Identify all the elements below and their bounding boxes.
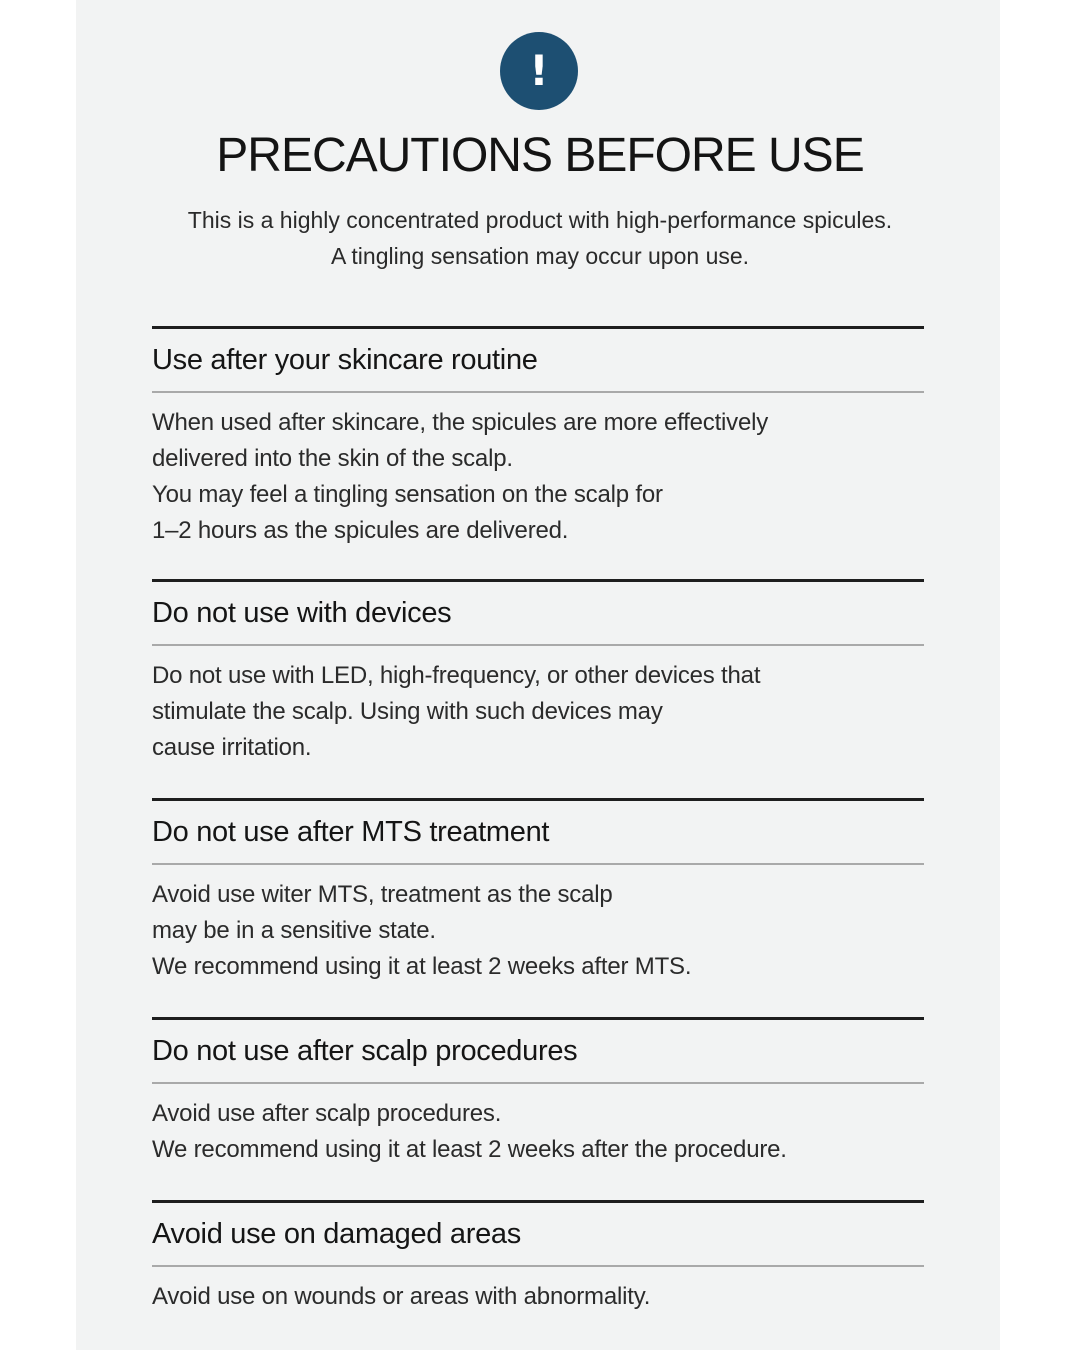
section-line: You may feel a tingling sensation on the scalp for xyxy=(152,481,663,508)
section-body xyxy=(152,1084,924,1200)
section-heading: Use after your skincare routine xyxy=(152,329,924,393)
section-heading: Do not use after scalp procedures xyxy=(152,1020,924,1084)
page-title: PRECAUTIONS BEFORE USE xyxy=(216,129,864,182)
section-scalp-procedures xyxy=(152,1017,924,1200)
section-line: Avoid use after scalp procedures. xyxy=(152,1100,502,1127)
section-line: stimulate the scalp. Using with such devices may xyxy=(152,698,663,725)
intro-line: This is a highly concentrated product with high-performance spicules. xyxy=(187,207,893,233)
section-line: cause irritation. xyxy=(152,734,312,761)
section-heading: Do not use after MTS treatment xyxy=(152,801,924,865)
section-body xyxy=(152,865,924,1017)
section-damaged-areas xyxy=(152,1200,924,1339)
section-line: delivered into the skin of the scalp. xyxy=(152,445,513,472)
intro-line: A tingling sensation may occur upon use. xyxy=(330,243,750,269)
section-line: 1–2 hours as the spicules are delivered. xyxy=(152,517,569,544)
section-heading: Avoid use on damaged areas xyxy=(152,1203,924,1267)
section-line: We recommend using it at least 2 weeks after the procedure. xyxy=(152,1136,787,1163)
section-line: Do not use with LED, high-frequency, or other devices that xyxy=(152,662,761,689)
section-body xyxy=(152,646,924,798)
precautions-list xyxy=(152,326,924,1339)
section-line: Avoid use on wounds or areas with abnormality. xyxy=(152,1283,651,1310)
section-body xyxy=(152,393,924,579)
intro-text xyxy=(0,202,1080,274)
section-heading: Do not use with devices xyxy=(152,582,924,646)
section-mts-treatment xyxy=(152,798,924,1017)
section-devices xyxy=(152,579,924,798)
exclamation-icon: ! xyxy=(500,32,578,110)
section-line: may be in a sensitive state. xyxy=(152,917,436,944)
section-line: When used after skincare, the spicules are more effectively xyxy=(152,409,769,436)
section-skincare-routine xyxy=(152,326,924,579)
section-body xyxy=(152,1267,924,1339)
section-line: Avoid use witer MTS, treatment as the scalp xyxy=(152,881,613,908)
section-line: We recommend using it at least 2 weeks after MTS. xyxy=(152,953,692,980)
